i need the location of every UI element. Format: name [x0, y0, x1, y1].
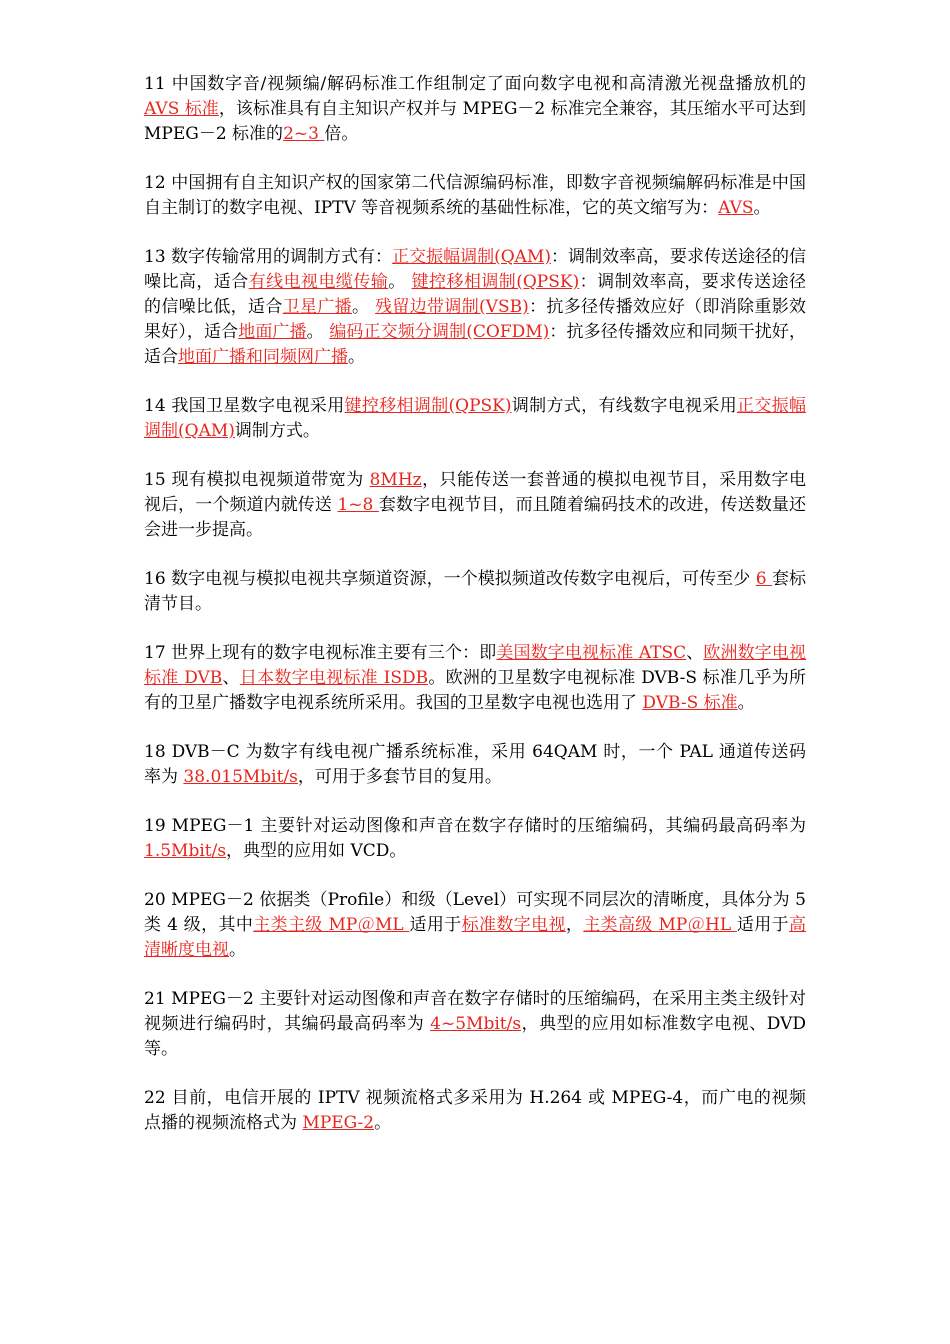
answer-text: 编码正交频分调制(COFDM) — [329, 322, 550, 342]
question-text: 22 目前，电信开展的 IPTV 视频流格式多采用为 H.264 或 MPEG-4，而广电的视频点播的视频流格式为 — [144, 1088, 806, 1133]
question-text: ，典型的应用如标准数字电视、DVD 等。 — [144, 1014, 806, 1059]
answer-text: 主类高级 MP＠HL — [583, 915, 737, 935]
answer-text: 地面广播和同频网广播 — [178, 347, 348, 367]
answer-text: 美国数字电视标准 ATSC — [496, 643, 687, 663]
question-paragraph-q15 — [144, 468, 806, 543]
answer-text: 键控移相调制(QPSK) — [411, 272, 580, 292]
question-text: 12 中国拥有自主知识产权的国家第二代信源编码标准，即数字音视频编解码标准是中国自主制订的数字电视、IPTV 等音视频系统的基础性标准，它的英文缩写为： — [144, 173, 806, 218]
question-text: ：抗多径传播效应和同频干扰好，适合 — [144, 322, 807, 367]
question-paragraph-q20 — [144, 888, 806, 963]
question-text: 13 数字传输常用的调制方式有： — [144, 247, 393, 267]
answer-text: 1.5Mbit/s — [144, 841, 227, 861]
answer-text: 残留边带调制(VSB) — [375, 297, 529, 317]
question-text: 17 世界上现有的数字电视标准主要有三个：即 — [144, 643, 497, 663]
answer-text: 6 — [755, 569, 772, 589]
answer-text: 高清晰度电视 — [144, 915, 807, 960]
question-paragraph-q16 — [144, 567, 806, 617]
question-text: ，典型的应用如 VCD。 — [226, 841, 407, 861]
question-paragraph-q13 — [144, 245, 806, 370]
question-paragraph-q18 — [144, 740, 806, 790]
question-text: 。 — [306, 322, 330, 342]
question-paragraph-q17 — [144, 641, 806, 716]
answer-text: MPEG-2 — [302, 1113, 375, 1133]
question-text: 。 — [374, 1113, 392, 1133]
question-text: 19 MPEG－1 主要针对运动图像和声音在数字存储时的压缩编码，其编码最高码率为 — [144, 816, 806, 836]
question-paragraph-q14 — [144, 394, 806, 444]
answer-text: DVB-S 标准 — [642, 693, 738, 713]
answer-text: 正交振幅调制(QAM) — [144, 396, 806, 441]
question-paragraph-q11 — [144, 72, 806, 147]
answer-text: 主类主级 MP＠ML — [253, 915, 410, 935]
question-text: 倍。 — [324, 124, 359, 144]
question-text: 16 数字电视与模拟电视共享频道资源，一个模拟频道改传数字电视后，可传至少 — [144, 569, 756, 589]
answer-text: 欧洲数字电视标准 DVB — [144, 643, 806, 688]
question-text: 、 — [686, 643, 704, 663]
question-text: 20 MPEG－2 依据类（Profile）和级（Level）可实现不同层次的清晰度，具体分为 5 类 4 级，其中 — [144, 890, 806, 935]
answer-text: 8MHz — [369, 470, 422, 490]
question-text: 调制方式，有线数字电视采用 — [511, 396, 738, 416]
question-text: 。 — [388, 272, 412, 292]
question-paragraph-q19 — [144, 814, 806, 864]
answer-text: 38.015Mbit/s — [183, 767, 298, 787]
question-text: 。 — [351, 297, 376, 317]
question-paragraph-q12 — [144, 171, 806, 221]
question-text: 套数字电视节目，而且随着编码技术的改进，传送数量还会进一步提高。 — [144, 495, 807, 540]
answer-text: 1~8 — [337, 495, 379, 515]
answer-text: AVS 标准 — [144, 99, 219, 119]
question-text: ：调制效率高，要求传送途径的信噪比高，适合 — [144, 247, 806, 292]
question-text: 15 现有模拟电视频道带宽为 — [144, 470, 370, 490]
answer-text: 2~3 — [283, 124, 325, 144]
answer-text: 有线电视电缆传输 — [248, 272, 389, 292]
answer-text: AVS — [718, 198, 754, 218]
question-text: ，可用于多套节目的复用。 — [297, 767, 502, 787]
answer-text: 日本数字电视标准 ISDB — [239, 668, 429, 688]
question-text: 11 中国数字音/视频编/解码标准工作组制定了面向数字电视和高清激光视盘播放机的 — [144, 74, 806, 94]
question-text: 调制方式。 — [234, 421, 320, 441]
question-text: 。 — [229, 940, 246, 960]
answer-text: 正交振幅调制(QAM) — [392, 247, 551, 267]
question-paragraph-q21 — [144, 987, 806, 1062]
question-text: 适用于 — [736, 915, 790, 935]
question-text: 适用于 — [409, 915, 462, 935]
question-text: ：调制效率高，要求传送途径的信噪比低，适合 — [144, 272, 807, 317]
answer-text: 地面广播 — [238, 322, 307, 342]
question-text: 18 DVB－C 为数字有线电视广播系统标准，采用 64QAM 时，一个 PAL 通道传送码率为 — [144, 742, 806, 787]
question-text: 、 — [222, 668, 240, 688]
answer-text: 卫星广播 — [282, 297, 352, 317]
question-text: 。 — [737, 693, 755, 713]
question-text: 。 — [348, 347, 365, 367]
question-text: 套标清节目。 — [144, 569, 806, 614]
question-text: ：抗多径传播效应好（即消除重影效果好），适合 — [144, 297, 807, 342]
question-text: 14 我国卫星数字电视采用 — [144, 396, 345, 416]
question-paragraph-q22 — [144, 1086, 806, 1136]
question-text: ，只能传送一套普通的模拟电视节目，采用数字电视后，一个频道内就传送 — [144, 470, 806, 515]
question-text: ， — [565, 915, 584, 935]
document-page — [144, 72, 806, 1160]
question-text: ，该标准具有自主知识产权并与 MPEG－2 标准完全兼容，其压缩水平可达到 MPEG－2 标准的 — [144, 99, 806, 144]
question-text: 21 MPEG－2 主要针对运动图像和声音在数字存储时的压缩编码，在采用主类主级针对视频进行编码时，其编码最高码率为 — [144, 989, 806, 1034]
answer-text: 键控移相调制(QPSK) — [344, 396, 512, 416]
question-text: 。 — [753, 198, 771, 218]
question-text: 。欧洲的卫星数字电视标准 DVB-S 标准几乎为所有的卫星广播数字电视系统所采用。我国的卫星数字电视也选用了 — [144, 668, 806, 713]
answer-text: 标准数字电视 — [461, 915, 566, 935]
answer-text: 4~5Mbit/s — [430, 1014, 522, 1034]
